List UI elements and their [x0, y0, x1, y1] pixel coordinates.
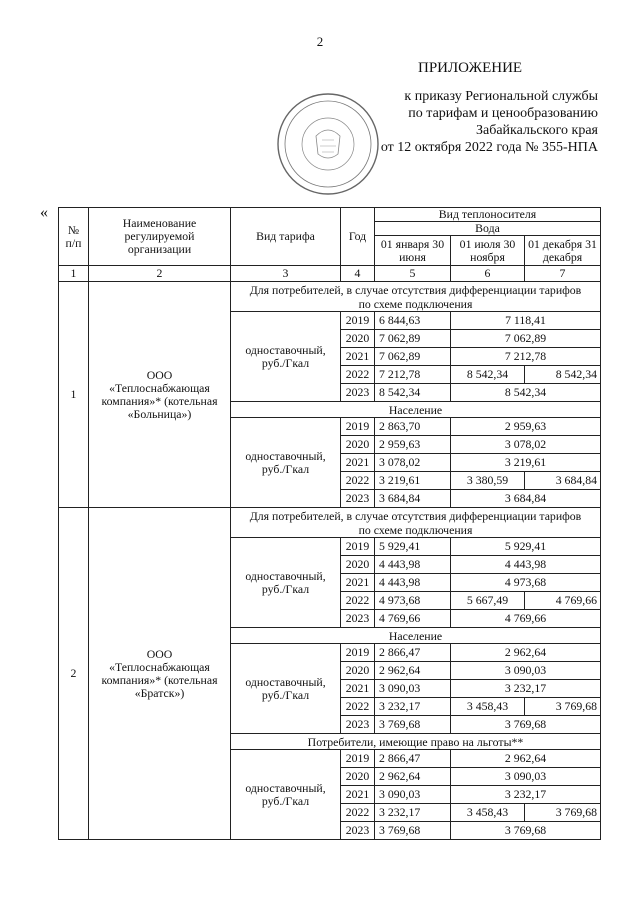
tariff-value-h1: 7 212,78 — [375, 366, 451, 384]
tariff-value-dec: 4 769,66 — [525, 592, 601, 610]
tariff-value-h2: 3 232,17 — [451, 786, 601, 804]
tariff-type: одноставочный, руб./Гкал — [231, 644, 341, 734]
tariff-value-dec: 3 684,84 — [525, 472, 601, 490]
section-title: Для потребителей, в случае отсутствия дифференциации тарифов по схеме подключения — [231, 282, 601, 312]
tariff-value-h2: 5 929,41 — [451, 538, 601, 556]
header-org: Наименование регулируемой организации — [89, 208, 231, 266]
year-cell: 2020 — [341, 556, 375, 574]
column-number: 1 — [59, 266, 89, 282]
tariff-value-h1: 2 962,64 — [375, 768, 451, 786]
tariff-value-h2: 4 443,98 — [451, 556, 601, 574]
tariff-type: одноставочный, руб./Гкал — [231, 312, 341, 402]
year-cell: 2023 — [341, 716, 375, 734]
header-carrier: Вид теплоносителя — [375, 208, 601, 222]
header-period: 01 января 30 июня — [375, 236, 451, 266]
tariff-value-h1: 3 090,03 — [375, 680, 451, 698]
tariff-value-h2: 3 219,61 — [451, 454, 601, 472]
year-cell: 2019 — [341, 312, 375, 330]
tariff-value-dec: 8 542,34 — [525, 366, 601, 384]
year-cell: 2022 — [341, 804, 375, 822]
year-cell: 2020 — [341, 768, 375, 786]
column-number: 5 — [375, 266, 451, 282]
year-cell: 2023 — [341, 822, 375, 840]
tariff-type: одноставочный, руб./Гкал — [231, 418, 341, 508]
tariff-value-h2: 3 684,84 — [451, 490, 601, 508]
tariff-value-h1: 3 684,84 — [375, 490, 451, 508]
org-number: 1 — [59, 282, 89, 508]
tariff-value-h2: 7 118,41 — [451, 312, 601, 330]
tariff-value-h1: 2 959,63 — [375, 436, 451, 454]
year-cell: 2019 — [341, 644, 375, 662]
tariff-value-h1: 4 443,98 — [375, 556, 451, 574]
tariff-table — [58, 207, 601, 840]
tariff-value-dec: 3 769,68 — [525, 804, 601, 822]
section-title: Для потребителей, в случае отсутствия дифференциации тарифов по схеме подключения — [231, 508, 601, 538]
column-number: 6 — [451, 266, 525, 282]
tariff-type: одноставочный, руб./Гкал — [231, 538, 341, 628]
tariff-value-h1: 2 866,47 — [375, 750, 451, 768]
tariff-value-h1: 4 973,68 — [375, 592, 451, 610]
tariff-value-h1: 4 769,66 — [375, 610, 451, 628]
year-cell: 2021 — [341, 348, 375, 366]
year-cell: 2019 — [341, 418, 375, 436]
header-period: 01 июля 30 ноября — [451, 236, 525, 266]
opening-quote: « — [40, 204, 48, 221]
header-water: Вода — [375, 222, 601, 236]
header-period: 01 декабря 31 декабря — [525, 236, 601, 266]
tariff-value-h1: 3 232,17 — [375, 698, 451, 716]
tariff-value-h2: 8 542,34 — [451, 384, 601, 402]
tariff-value-h1: 3 769,68 — [375, 716, 451, 734]
tariff-value-h2: 7 062,89 — [451, 330, 601, 348]
org-name: ООО «Теплоснабжающая компания»* (котельная «Больница») — [89, 282, 231, 508]
tariff-value-h2a: 3 458,43 — [451, 804, 525, 822]
org-name: ООО «Теплоснабжающая компания»* (котельная «Братск») — [89, 508, 231, 840]
tariff-value-h2: 3 769,68 — [451, 716, 601, 734]
tariff-value-h2: 2 959,63 — [451, 418, 601, 436]
year-cell: 2021 — [341, 454, 375, 472]
tariff-type: одноставочный, руб./Гкал — [231, 750, 341, 840]
appendix-title: ПРИЛОЖЕНИЕ — [418, 60, 523, 76]
column-number: 3 — [231, 266, 341, 282]
tariff-value-h2: 2 962,64 — [451, 750, 601, 768]
appendix-line: к приказу Региональной службы — [404, 89, 598, 104]
year-cell: 2022 — [341, 366, 375, 384]
appendix-line: от 12 октября 2022 года № 355-НПА — [380, 140, 598, 155]
tariff-value-h2: 4 973,68 — [451, 574, 601, 592]
tariff-value-h1: 3 769,68 — [375, 822, 451, 840]
year-cell: 2022 — [341, 698, 375, 716]
year-cell: 2020 — [341, 330, 375, 348]
tariff-value-h2a: 5 667,49 — [451, 592, 525, 610]
tariff-value-h1: 7 062,89 — [375, 348, 451, 366]
tariff-value-h1: 5 929,41 — [375, 538, 451, 556]
year-cell: 2019 — [341, 538, 375, 556]
year-cell: 2021 — [341, 574, 375, 592]
section-title: Население — [231, 402, 601, 418]
page-number: 2 — [316, 34, 324, 49]
tariff-value-h2: 3 769,68 — [451, 822, 601, 840]
tariff-value-h1: 3 078,02 — [375, 454, 451, 472]
tariff-value-h1: 3 219,61 — [375, 472, 451, 490]
tariff-value-h2a: 8 542,34 — [451, 366, 525, 384]
tariff-value-h2: 3 090,03 — [451, 662, 601, 680]
tariff-value-h2: 7 212,78 — [451, 348, 601, 366]
section-row — [59, 508, 601, 538]
tariff-value-h2: 3 078,02 — [451, 436, 601, 454]
tariff-value-h1: 3 090,03 — [375, 786, 451, 804]
year-cell: 2020 — [341, 436, 375, 454]
tariff-value-h1: 4 443,98 — [375, 574, 451, 592]
year-cell: 2019 — [341, 750, 375, 768]
header-tariff-type: Вид тарифа — [231, 208, 341, 266]
tariff-value-h2: 3 090,03 — [451, 768, 601, 786]
tariff-value-h1: 2 962,64 — [375, 662, 451, 680]
column-number: 2 — [89, 266, 231, 282]
year-cell: 2020 — [341, 662, 375, 680]
section-title: Население — [231, 628, 601, 644]
year-cell: 2023 — [341, 384, 375, 402]
appendix-line: по тарифам и ценообразованию — [408, 106, 598, 121]
tariff-value-h2a: 3 380,59 — [451, 472, 525, 490]
year-cell: 2021 — [341, 680, 375, 698]
column-number: 4 — [341, 266, 375, 282]
appendix-line: Забайкальского края — [475, 123, 598, 138]
column-number: 7 — [525, 266, 601, 282]
appendix-subtitle — [338, 88, 598, 156]
tariff-table-body — [59, 208, 601, 840]
header-year: Год — [341, 208, 375, 266]
year-cell: 2023 — [341, 490, 375, 508]
tariff-value-h2: 3 232,17 — [451, 680, 601, 698]
tariff-value-h1: 2 866,47 — [375, 644, 451, 662]
tariff-value-h1: 2 863,70 — [375, 418, 451, 436]
tariff-value-h2: 2 962,64 — [451, 644, 601, 662]
year-cell: 2022 — [341, 472, 375, 490]
tariff-value-h2: 4 769,66 — [451, 610, 601, 628]
section-title: Потребители, имеющие право на льготы** — [231, 734, 601, 750]
section-row — [59, 282, 601, 312]
year-cell: 2023 — [341, 610, 375, 628]
tariff-value-h2a: 3 458,43 — [451, 698, 525, 716]
year-cell: 2021 — [341, 786, 375, 804]
tariff-value-h1: 7 062,89 — [375, 330, 451, 348]
tariff-value-h1: 8 542,34 — [375, 384, 451, 402]
tariff-value-h1: 3 232,17 — [375, 804, 451, 822]
tariff-value-dec: 3 769,68 — [525, 698, 601, 716]
header-num: № п/п — [59, 208, 89, 266]
org-number: 2 — [59, 508, 89, 840]
year-cell: 2022 — [341, 592, 375, 610]
tariff-value-h1: 6 844,63 — [375, 312, 451, 330]
